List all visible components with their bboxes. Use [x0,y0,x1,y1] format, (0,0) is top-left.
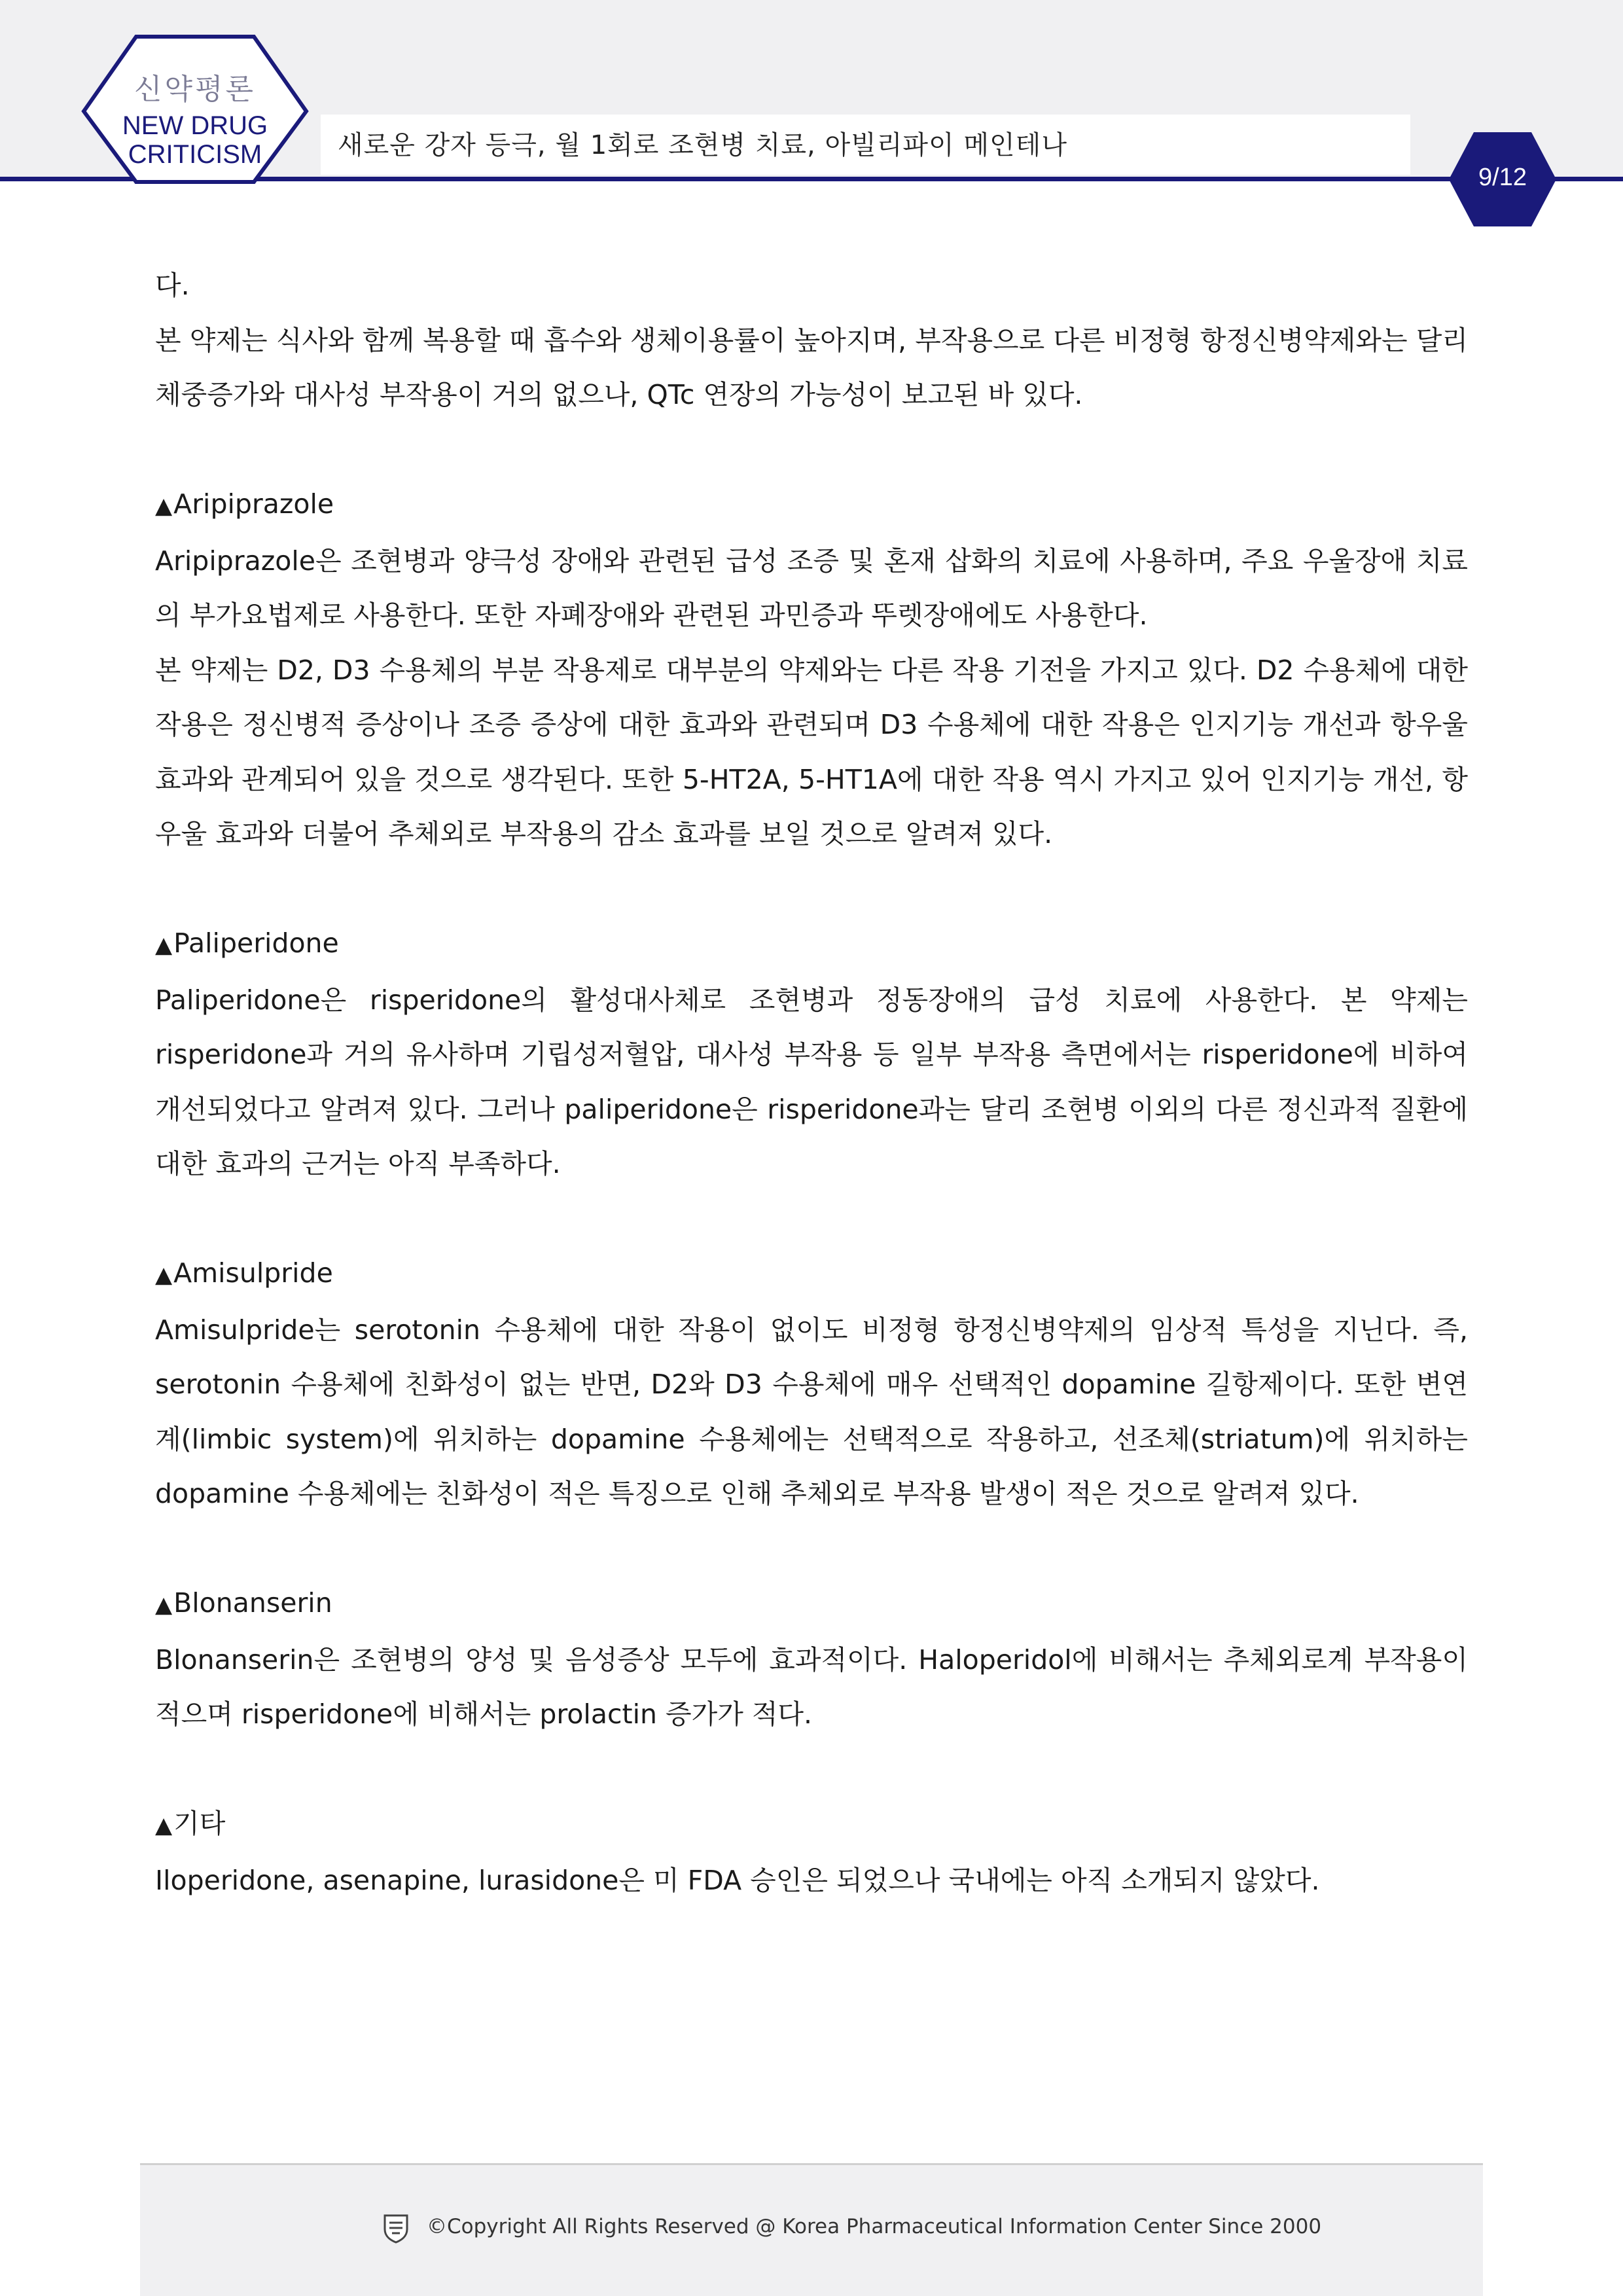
section-heading: ▲Aripiprazole [155,488,334,520]
section-heading: ▲Blonanserin [155,1587,332,1619]
logo-english-line2: CRITICISM [128,140,262,169]
triangle-marker-icon: ▲ [155,493,173,519]
triangle-marker-icon: ▲ [155,1812,173,1839]
copyright-text: ©Copyright All Rights Reserved @ Korea Pharmaceutical Information Center Since 2000 [427,2215,1322,2238]
triangle-marker-icon: ▲ [155,932,173,958]
section-heading: ▲Amisulpride [155,1257,333,1289]
paragraph: Paliperidone은 risperidone의 활성대사체로 조현병과 정동장애의 급성 치료에 사용한다. 본 약제는 risperidone과 거의 유사하며 기립성저혈압, 대사성 부작용 등 일부 부작용 측면에서는 risperidone에 비하여 개선되었다고 알려져 있다. 그러나 paliperidone은 risperidone과는 달리 조현병 이외의 다른 정신과적 질환에 대한 효과의 근거는 아직 부족하다. [155,984,1468,1179]
section-heading: ▲Paliperidone [155,927,339,959]
section-heading: ▲기타 [155,1808,226,1839]
triangle-marker-icon: ▲ [155,1262,173,1288]
document-title: 새로운 강자 등극, 월 1회로 조현병 치료, 아빌리파이 메인테나 [338,130,1067,160]
paragraph: Blonanserin은 조현병의 양성 및 음성증상 모두에 효과적이다. Haloperidol에 비해서는 추체외로계 부작용이 적으며 risperidone에 비해서는 prolactin 증가가 적다. [155,1643,1468,1730]
paragraph: 본 약제는 식사와 함께 복용할 때 흡수와 생체이용률이 높아지며, 부작용으로 다른 비정형 항정신병약제와는 달리 체중증가와 대사성 부작용이 거의 없으나, QTc 연장의 가능성이 보고된 바 있다. [155,324,1468,410]
paragraph: Iloperidone, asenapine, lurasidone은 미 FDA 승인은 되었으나 국내에는 아직 소개되지 않았다. [155,1864,1320,1896]
document-body [155,259,1468,1908]
paragraph: 본 약제는 D2, D3 수용체의 부분 작용제로 대부분의 약제와는 다른 작용 기전을 가지고 있다. D2 수용체에 대한 작용은 정신병적 증상이나 조증 증상에 대한 효과와 관련되며 D3 수용체에 대한 작용은 인지기능 개선과 항우울 효과와 관계되어 있을 것으로 생각된다. 또한 5-HT2A, 5-HT1A에 대한 작용 역시 가지고 있어 인지기능 개선, 항우울 효과와 더불어 추체외로 부작용의 감소 효과를 보일 것으로 알려져 있다. [155,654,1468,850]
logo-english-line1: NEW DRUG [122,111,268,140]
shield-logo-icon [383,2214,409,2244]
page-number: 9/12 [1478,164,1527,191]
logo-korean: 신약평론 [134,73,256,106]
paragraph: Amisulpride는 serotonin 수용체에 대한 작용이 없이도 비정형 항정신병약제의 임상적 특성을 지닌다. 즉, serotonin 수용체에 친화성이 없는 반면, D2와 D3 수용체에 매우 선택적인 dopamine 길항제이다. 또한 변연계(limbic system)에 위치하는 dopamine 수용체에는 선택적으로 작용하고, 선조체(striatum)에 위치하는 dopamine 수용체에는 친화성이 적은 특징으로 인해 추체외로 부작용 발생이 적은 것으로 알려져 있다. [155,1314,1468,1509]
triangle-marker-icon: ▲ [155,1592,173,1618]
paragraph: Aripiprazole은 조현병과 양극성 장애와 관련된 급성 조증 및 혼재 삽화의 치료에 사용하며, 주요 우울장애 치료의 부가요법제로 사용한다. 또한 자폐장애와 관련된 과민증과 뚜렛장애에도 사용한다. [155,545,1468,631]
paragraph: 다. [155,270,190,301]
